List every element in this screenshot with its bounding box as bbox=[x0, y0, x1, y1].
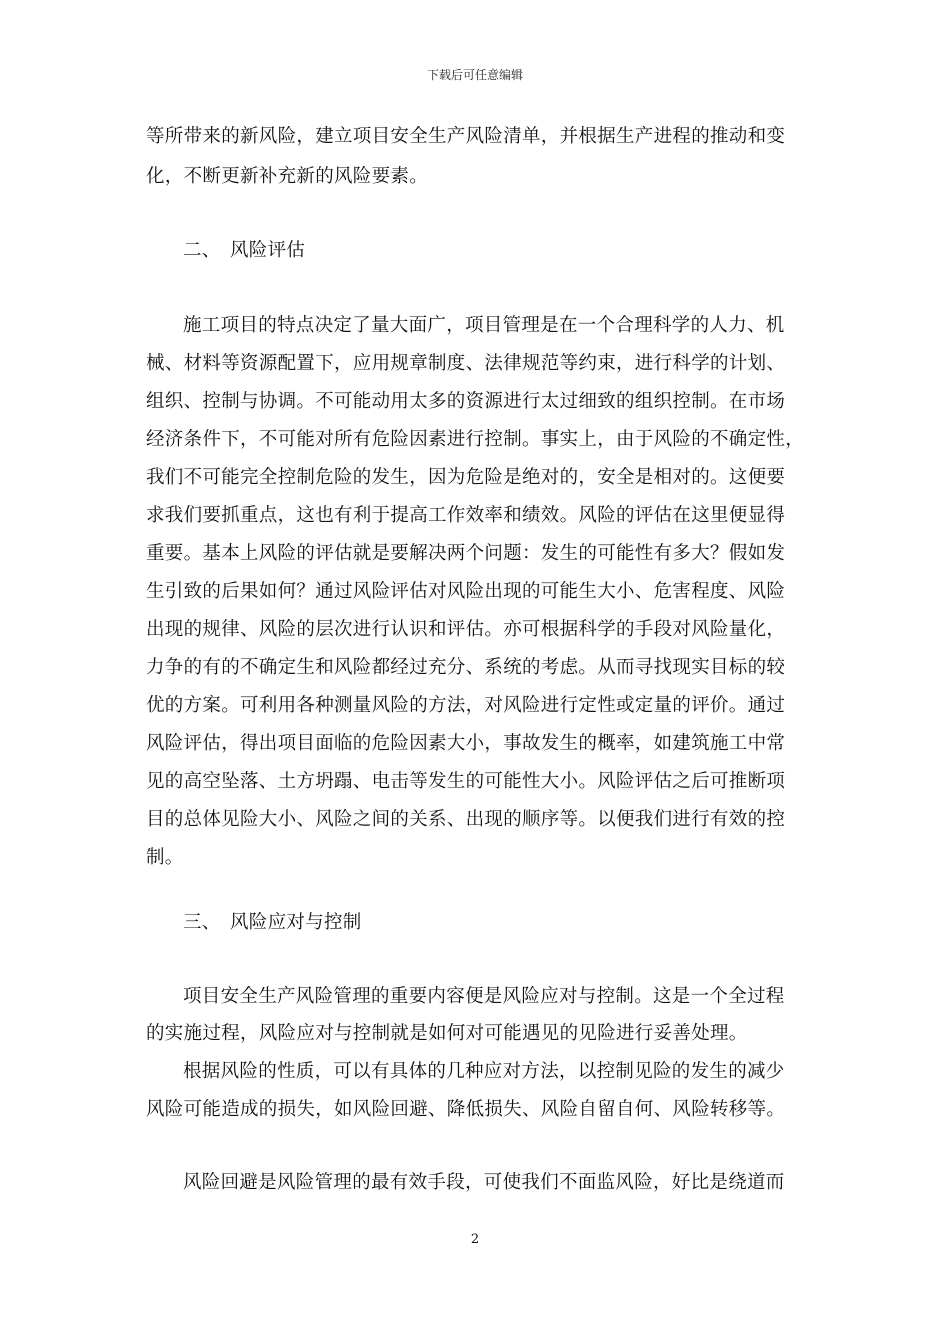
section-number: 三、 bbox=[183, 912, 221, 933]
paragraph-line: 风险回避是风险管理的最有效手段，可使我们不面监风险，好比是绕道而 bbox=[183, 1172, 785, 1193]
paragraph-line: 化，不断更新补充新的风险要素。 bbox=[146, 166, 429, 187]
paragraph-line: 的实施过程，风险应对与控制就是如何对可能遇见的见险进行妥善处理。 bbox=[146, 1023, 748, 1044]
section-title: 风险评估 bbox=[230, 240, 306, 261]
paragraph-line: 见的高空坠落、土方坍蹋、电击等发生的可能性大小。风险评估之后可推断项 bbox=[146, 771, 786, 792]
page-header: 下载后可任意编辑 bbox=[426, 68, 523, 82]
paragraph-line: 等所带来的新风险，建立项目安全生产风险清单，并根据生产进程的推动和变 bbox=[146, 126, 786, 147]
paragraph-line: 经济条件下，不可能对所有危险因素进行控制。事实上，由于风险的不确定性， bbox=[146, 429, 805, 450]
paragraph-line: 施工项目的特点决定了量大面广，项目管理是在一个合理科学的人力、机 bbox=[183, 315, 785, 336]
paragraph-line: 我们不可能完全控制危险的发生，因为危险是绝对的，安全是相对的。这便要 bbox=[146, 467, 786, 488]
paragraph-line: 生引致的后果如何？通过风险评估对风险出现的可能生大小、危害程度、风险 bbox=[146, 581, 786, 602]
paragraph-line: 出现的规律、风险的层次进行认识和评估。亦可根据科学的手段对风险量化， bbox=[146, 619, 786, 640]
paragraph-line: 力争的有的不确定生和风险都经过充分、系统的考虑。从而寻找现实目标的较 bbox=[146, 657, 786, 678]
paragraph-line: 目的总体见险大小、风险之间的关系、出现的顺序等。以便我们进行有效的控 bbox=[146, 809, 786, 830]
paragraph-line: 求我们要抓重点，这也有利于提高工作效率和绩效。风险的评估在这里便显得 bbox=[146, 505, 786, 526]
paragraph-line: 制。 bbox=[146, 847, 184, 868]
paragraph-line: 械、材料等资源配置下，应用规章制度、法律规范等约束，进行科学的计划、 bbox=[146, 353, 786, 374]
paragraph-line: 风险可能造成的损失，如风险回避、降低损失、风险自留自何、风险转移等。 bbox=[146, 1099, 786, 1120]
section-number: 二、 bbox=[183, 240, 221, 261]
paragraph-line: 重要。基本上风险的评估就是要解决两个问题：发生的可能性有多大？假如发 bbox=[146, 543, 786, 564]
section-title: 风险应对与控制 bbox=[230, 912, 362, 933]
section-heading-risk-assessment bbox=[183, 238, 843, 264]
paragraph-line: 风险评估，得出项目面临的危险因素大小，事故发生的概率，如建筑施工中常 bbox=[146, 733, 786, 754]
section-heading-risk-response bbox=[183, 910, 843, 936]
paragraph-line: 优的方案。可利用各种测量风险的方法，对风险进行定性或定量的评价。通过 bbox=[146, 695, 786, 716]
paragraph-line: 项目安全生产风险管理的重要内容便是风险应对与控制。这是一个全过程 bbox=[183, 986, 785, 1007]
paragraph-line: 组织、控制与协调。不可能动用太多的资源进行太过细致的组织控制。在市场 bbox=[146, 391, 786, 412]
paragraph-line: 根据风险的性质，可以有具体的几种应对方法，以控制见险的发生的减少 bbox=[183, 1061, 785, 1082]
page-number: 2 bbox=[470, 1232, 480, 1247]
